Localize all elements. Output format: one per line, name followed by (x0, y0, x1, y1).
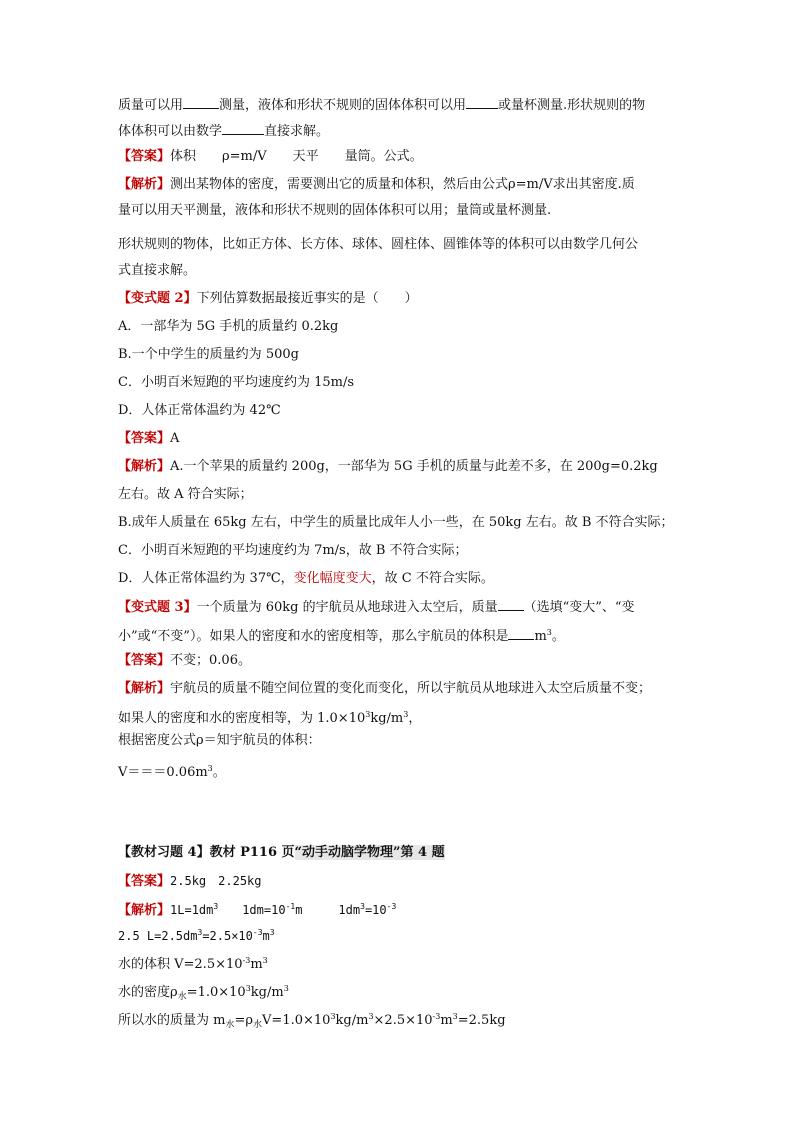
q4-answer (118, 872, 262, 891)
q2-option-b (118, 346, 299, 364)
text: V＝＝＝0.06m (118, 765, 208, 780)
text: 式直接求解。 (118, 263, 197, 278)
superscript: 3 (360, 902, 365, 911)
superscript: 3 (403, 710, 409, 719)
q2-analysis-3 (118, 514, 674, 532)
superscript: 3 (207, 764, 213, 773)
q2-stem (118, 290, 418, 308)
q4-title (118, 844, 445, 862)
text: 2.5 L=2.5dm (118, 929, 198, 943)
blank (508, 627, 534, 640)
text: 量可以用天平测量，液体和形状不规则的固体体积可以用；量筒或量杯测量. (118, 203, 552, 218)
subscript: 水 (177, 992, 187, 1002)
q3-analysis-2 (118, 706, 421, 728)
text: =2.5kg (457, 1013, 506, 1028)
q1-answer (118, 148, 423, 166)
text: 左右。故 A 符合实际； (118, 487, 253, 502)
q1-stem-line-1 (118, 96, 645, 115)
text: 水的密度ρ (118, 985, 178, 1000)
q3-analysis-3 (118, 732, 321, 750)
superscript: 3 (245, 984, 251, 993)
superscript: 3 (368, 1012, 374, 1021)
q3-analysis-1 (118, 680, 651, 698)
blank (466, 96, 498, 109)
answer-tag: 【答案】 (118, 149, 171, 164)
text: 测出某物体的密度，需要测出它的质量和体积，然后由公式ρ=m/V求出其密度.质 (170, 177, 635, 192)
formula (170, 903, 396, 917)
q1-analysis-1 (118, 176, 635, 194)
text: A．一部华为 5G 手机的质量约 0.2kg (118, 319, 339, 334)
q3-analysis-4 (118, 760, 226, 782)
text: B.一个中学生的质量约为 500g (118, 347, 299, 362)
q4-analysis-3 (118, 952, 268, 974)
superscript: -3 (242, 956, 251, 965)
q4-analysis-5 (118, 1008, 506, 1034)
subscript: 水 (225, 1020, 235, 1030)
q1-analysis-4 (118, 262, 196, 280)
text: m (250, 957, 263, 972)
analysis-tag: 【解析】 (118, 903, 171, 918)
blank (222, 122, 264, 135)
q2-analysis-1 (118, 458, 658, 476)
blank (498, 598, 524, 611)
text: 下列估算数据最接近事实的是（ ） (196, 291, 418, 306)
text: C．小明百米短跑的平均速度约为 15m/s (118, 375, 354, 390)
text: 根据密度公式ρ＝知宇航员的体积： (118, 733, 321, 748)
text: m (440, 1013, 453, 1028)
text: C．小明百米短跑的平均速度约为 7m/s，故 B 不符合实际； (118, 543, 468, 558)
text: 1L=1dm (170, 903, 214, 917)
text: 。 (212, 765, 226, 780)
q4-analysis-4 (118, 980, 289, 1006)
variant-tag: 【变式题 2】 (118, 291, 197, 306)
text: A.一个苹果的质量约 200g，一部华为 5G 手机的质量与此差不多，在 200g=0.2kg (170, 459, 658, 474)
textbook-tag: 【教材习题 4】 (118, 845, 210, 860)
text: 。 (551, 629, 565, 644)
blank (183, 96, 219, 109)
answer-text: A (170, 431, 180, 446)
text: （选填“变大”、“变 (523, 600, 635, 615)
text: m (534, 629, 547, 644)
q4-analysis-1 (118, 898, 396, 920)
text: =2.5×10 (202, 929, 253, 943)
superscript: 3 (197, 928, 203, 937)
text: =10 (364, 903, 387, 917)
text: 或量杯测量.形状规则的物 (498, 98, 646, 113)
text: B.成年人质量在 65kg 左右，中学生的质量比成年人小一些，在 50kg 左右。故 B 不符合实际； (118, 515, 674, 530)
answer-text: 不变；0.06。 (170, 653, 251, 668)
text: V=1.0×10 (262, 1013, 331, 1028)
q3-stem-2 (118, 624, 565, 646)
text: 一个质量为 60kg 的宇航员从地球进入太空后，质量 (196, 600, 498, 615)
text: ，故 C 不符合实际。 (371, 571, 494, 586)
text: =1.0×10 (186, 985, 246, 1000)
text: ， (408, 711, 422, 726)
subscript: 水 (253, 1020, 263, 1030)
superscript: 3 (330, 1012, 336, 1021)
text: 1dm=10 (218, 903, 286, 917)
text: 直接求解。 (264, 124, 330, 139)
text: 所以水的质量为 m (118, 1013, 226, 1028)
q2-answer (118, 430, 179, 448)
analysis-tag: 【解析】 (118, 459, 171, 474)
superscript: 3 (365, 710, 371, 719)
superscript: 3 (283, 984, 289, 993)
text: 质量可以用 (118, 98, 184, 113)
text: m (262, 929, 270, 943)
superscript: 3 (213, 902, 219, 911)
q1-analysis-3 (118, 236, 638, 254)
text: 如果人的密度和水的密度相等，为 1.0×10 (118, 711, 366, 726)
q3-stem-1 (118, 598, 635, 617)
text: 小”或“不变”）。如果人的密度和水的密度相等，那么宇航员的体积是 (118, 629, 509, 644)
answer-tag: 【答案】 (118, 653, 171, 668)
superscript: 3 (262, 956, 268, 965)
text: 形状规则的物体，比如正方体、长方体、球体、圆柱体、圆锥体等的体积可以由数学几何公 (118, 237, 639, 252)
superscript: 3 (452, 1012, 458, 1021)
text: 教材 P116 页 (209, 845, 295, 860)
superscript: 3 (546, 628, 552, 637)
text: m 1dm (295, 903, 361, 917)
text: kg/m (335, 1013, 369, 1028)
variant-tag: 【变式题 3】 (118, 600, 197, 615)
text: 体体积可以由数学 (118, 124, 223, 139)
q2-analysis-2 (118, 486, 253, 504)
analysis-tag: 【解析】 (118, 681, 171, 696)
q2-option-d (118, 402, 281, 420)
answer-text: 体积 ρ=m/V 天平 量筒。公式。 (170, 149, 423, 164)
text: 测量，液体和形状不规则的固体体积可以用 (219, 98, 467, 113)
text: kg/m (370, 711, 404, 726)
highlighted-text: 变化幅度变大 (293, 571, 372, 586)
q4-analysis-2 (118, 924, 275, 945)
q3-answer (118, 652, 251, 670)
answer-text: 2.5kg 2.25kg (170, 874, 262, 888)
q2-analysis-5 (118, 570, 494, 588)
q1-analysis-2 (118, 202, 551, 220)
superscript: -3 (386, 902, 397, 911)
analysis-tag: 【解析】 (118, 177, 171, 192)
text: D．人体正常体温约为 42℃ (118, 403, 281, 418)
q2-option-c (118, 374, 354, 392)
answer-tag: 【答案】 (118, 874, 171, 889)
text: kg/m (250, 985, 284, 1000)
text: 水的体积 V=2.5×10 (118, 957, 243, 972)
text: =ρ (234, 1013, 254, 1028)
q1-stem-line-2 (118, 122, 329, 141)
superscript: -3 (252, 928, 263, 937)
answer-tag: 【答案】 (118, 431, 171, 446)
superscript: -3 (432, 1012, 441, 1021)
text: 宇航员的质量不随空间位置的变化而变化，所以宇航员从地球进入太空后质量不变； (170, 681, 652, 696)
superscript: -1 (285, 902, 296, 911)
highlighted-text: “动手动脑学物理”第 4 题 (294, 845, 445, 860)
text: ×2.5×10 (373, 1013, 433, 1028)
text: D．人体正常体温约为 37℃， (118, 571, 294, 586)
q2-option-a (118, 318, 338, 336)
superscript: 3 (269, 928, 275, 937)
q2-analysis-4 (118, 542, 468, 560)
